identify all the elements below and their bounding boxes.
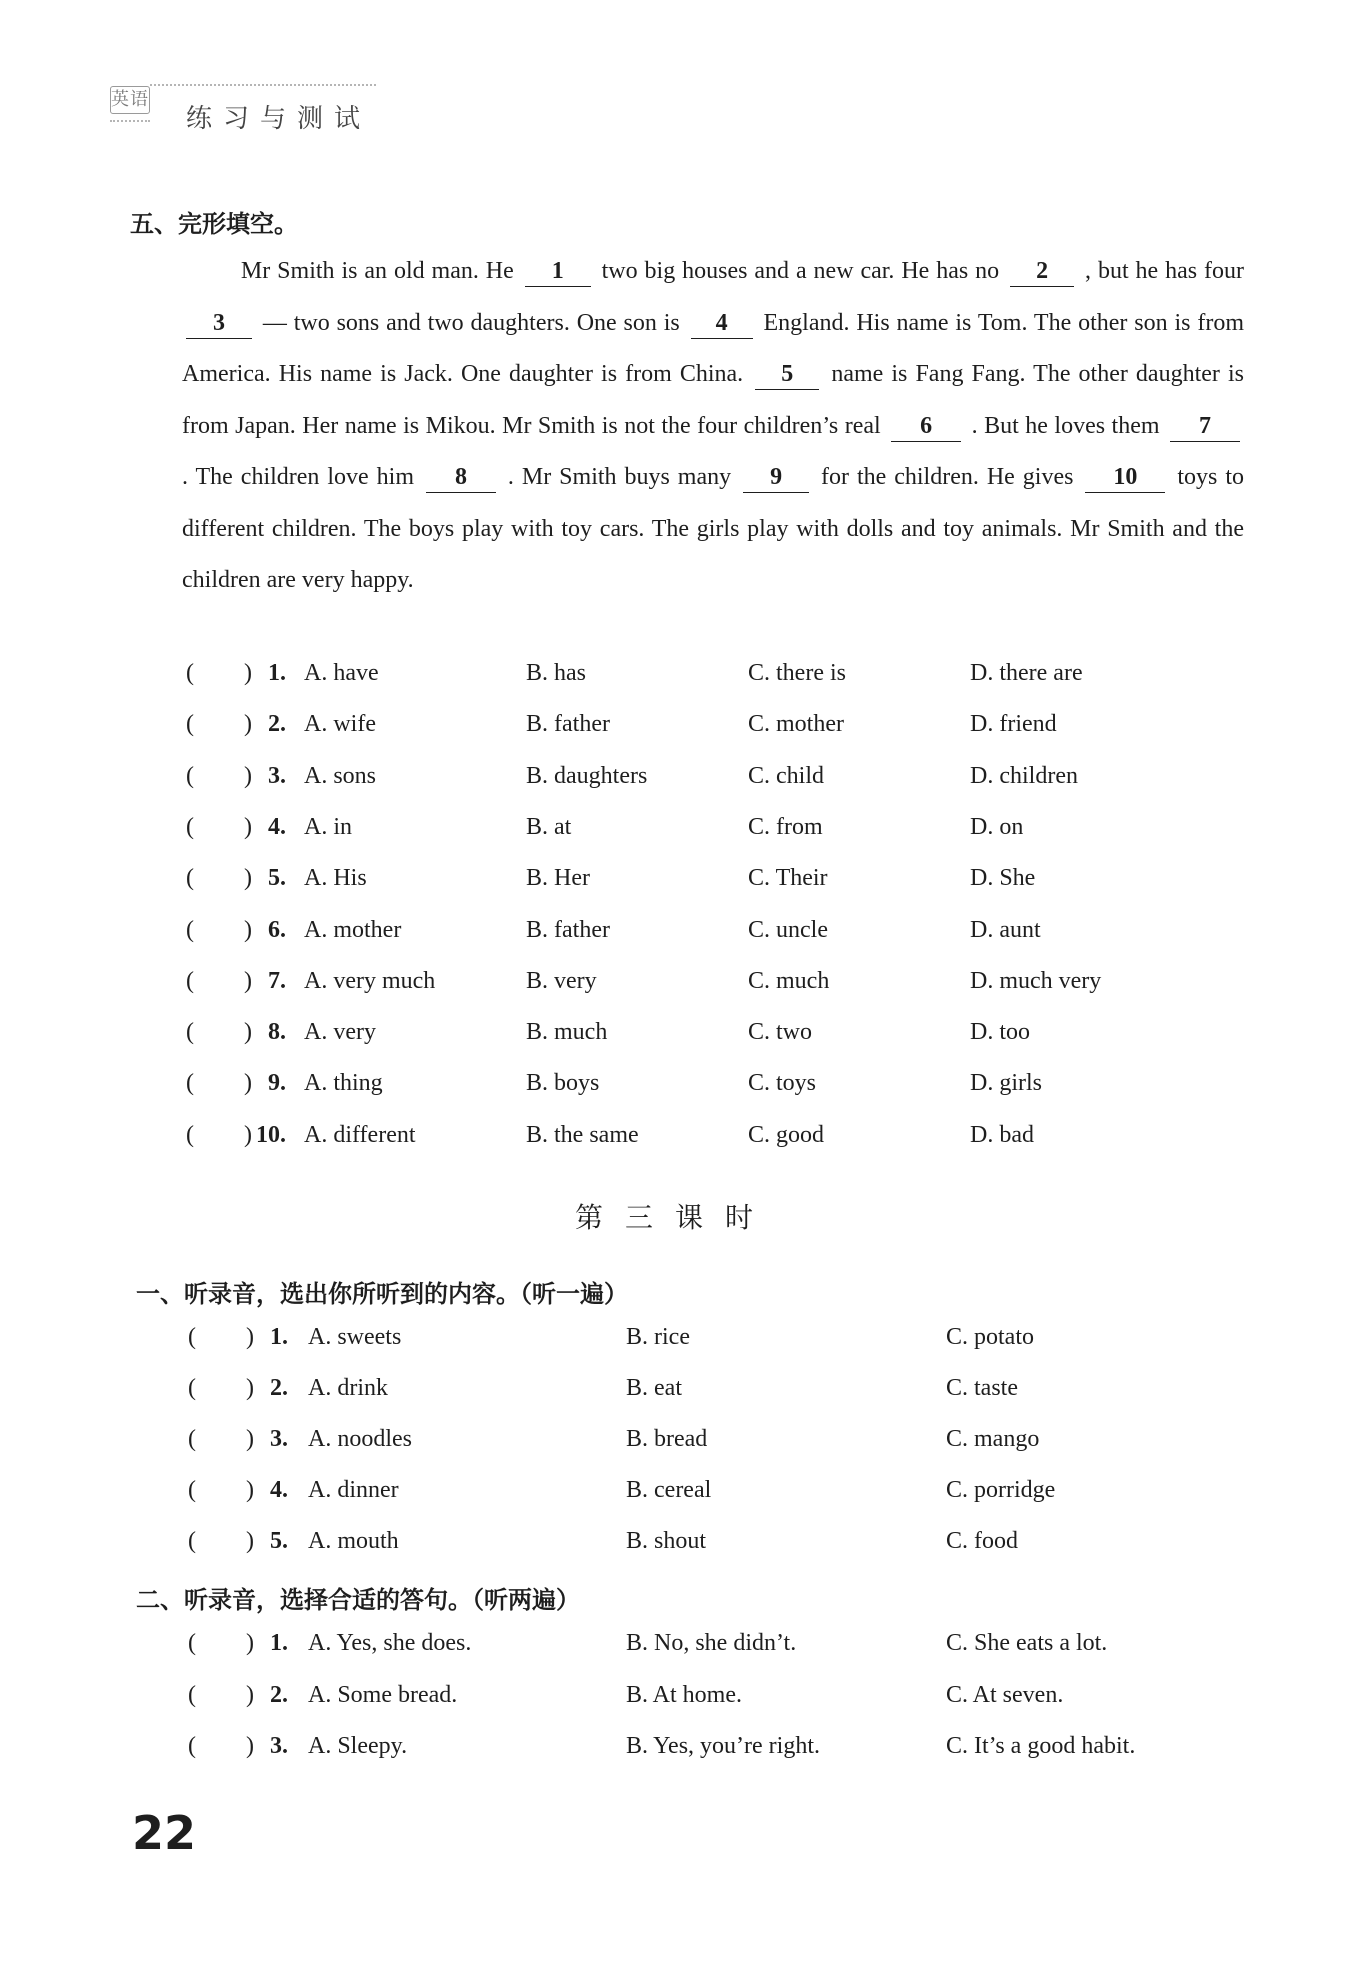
option-a[interactable]: A. have [304,660,379,686]
answer-paren-open[interactable]: ( [186,1070,194,1097]
option-c[interactable]: C. She eats a lot. [946,1630,1108,1656]
answer-blank-6[interactable]: 6 [891,413,961,442]
option-c[interactable]: C. At seven. [946,1681,1064,1708]
answer-paren-open[interactable]: ( [186,1121,194,1148]
answer-paren-close[interactable]: ) [244,967,252,994]
question-number: 2. [270,1681,288,1708]
question-number: 2. [268,711,286,738]
option-a[interactable]: A. very [304,1019,376,1046]
option-b[interactable]: B. Yes, you’re right. [626,1733,821,1759]
option-c[interactable]: C. uncle [748,916,828,943]
answer-paren-open[interactable]: ( [188,1681,196,1708]
question-row [0,917,1350,949]
answer-paren-open[interactable]: ( [188,1630,196,1656]
option-c[interactable]: C. much [748,967,830,994]
question-number: 1. [270,1324,288,1350]
question-row [0,1682,1350,1714]
answer-blank-9[interactable]: 9 [743,464,809,493]
option-a[interactable]: A. noodles [308,1426,412,1452]
option-a[interactable]: A. mother [304,916,402,943]
answer-paren-close[interactable]: ) [244,1070,252,1097]
answer-paren-close[interactable]: ) [244,1019,252,1046]
answer-paren-open[interactable]: ( [188,1528,196,1554]
option-d[interactable]: D. there are [970,660,1083,686]
option-b[interactable]: B. No, she didn’t. [626,1630,797,1656]
option-d[interactable]: D. too [970,1019,1030,1046]
passage-text: . The children love him [182,464,422,490]
option-c[interactable]: C. It’s a good habit. [946,1733,1136,1759]
answer-paren-open[interactable]: ( [186,711,194,738]
option-a[interactable]: A. Some bread. [308,1681,458,1708]
question-number: 5. [270,1528,288,1554]
question-row [0,1122,1350,1154]
option-c[interactable]: C. mango [946,1426,1040,1452]
passage-text: Mr Smith is an old man. He [234,258,521,284]
question-row [0,1375,1350,1407]
answer-paren-open[interactable]: ( [188,1324,196,1350]
question-row [0,1324,1350,1356]
answer-paren-open[interactable]: ( [188,1375,196,1401]
option-b[interactable]: B. has [526,660,586,686]
option-b[interactable]: B. much [526,1019,608,1046]
answer-paren-close[interactable]: ) [246,1324,254,1350]
question-row [0,660,1350,692]
question-row [0,1070,1350,1102]
option-c[interactable]: C. good [748,1121,825,1148]
option-b[interactable]: B. father [526,916,610,943]
option-b[interactable]: B. bread [626,1426,708,1452]
part2-heading: 二、听录音，选择合适的答句。（听两遍） [136,1586,580,1614]
option-a[interactable]: A. Sleepy. [308,1733,408,1759]
option-a[interactable]: A. His [304,865,367,892]
answer-blank-4[interactable]: 4 [691,310,753,339]
question-number: 1. [270,1630,288,1656]
cloze-passage [182,246,1244,607]
book-title: 练习与测试 [186,104,372,134]
option-c[interactable]: C. potato [946,1324,1034,1350]
passage-text: toys to different children. The boys play with toy cars. The girls play with dolls and toy animals. Mr Smith and the children are very happy. [182,464,1244,593]
question-row [0,968,1350,1000]
question-number: 3. [270,1733,288,1759]
option-c[interactable]: C. toys [748,1070,817,1097]
option-d[interactable]: D. bad [970,1121,1034,1148]
option-d[interactable]: D. aunt [970,916,1041,943]
answer-paren-close[interactable]: ) [246,1477,254,1503]
option-d[interactable]: D. children [970,762,1078,789]
question-number: 8. [268,1019,286,1046]
answer-paren-open[interactable]: ( [188,1733,196,1759]
option-a[interactable]: A. sweets [308,1324,402,1350]
answer-paren-open[interactable]: ( [186,813,194,840]
answer-paren-open[interactable]: ( [186,916,194,943]
answer-paren-close[interactable]: ) [246,1528,254,1554]
answer-paren-open[interactable]: ( [186,1019,194,1046]
question-number: 9. [268,1070,286,1097]
page-number: 22 [132,1806,197,1860]
option-c[interactable]: C. food [946,1528,1018,1554]
answer-paren-close[interactable]: ) [244,711,252,738]
option-b[interactable]: B. very [526,967,597,994]
answer-paren-close[interactable]: ) [244,1121,252,1148]
answer-paren-open[interactable]: ( [186,660,194,686]
option-c[interactable]: C. from [748,813,823,840]
answer-paren-close[interactable]: ) [244,813,252,840]
question-row [0,763,1350,795]
option-b[interactable]: B. rice [626,1324,690,1350]
passage-text: . Mr Smith buys many [499,464,740,490]
option-d[interactable]: D. on [970,813,1024,840]
option-a[interactable]: A. drink [308,1375,388,1401]
option-b[interactable]: B. at [526,813,572,840]
option-b[interactable]: B. daughters [526,762,648,789]
question-number: 3. [270,1426,288,1452]
header-dotted-rule-short [110,120,150,122]
option-a[interactable]: A. Yes, she does. [308,1630,472,1656]
section5-heading: 五、完形填空。 [130,210,298,238]
question-row [0,1630,1350,1662]
passage-text: name is Fang Fang. The other daughter is from Japan. Her name is Mikou. Mr Smith is not the four children’s real [182,361,1244,439]
passage-text: for the children. He gives [813,464,1082,490]
passage-text: two big houses and a new car. He has no [594,258,1007,284]
option-c[interactable]: C. porridge [946,1477,1056,1503]
option-d[interactable]: D. friend [970,711,1057,738]
option-b[interactable]: B. shout [626,1528,707,1554]
option-a[interactable]: A. thing [304,1070,383,1097]
answer-paren-open[interactable]: ( [186,762,194,789]
answer-paren-close[interactable]: ) [244,916,252,943]
option-b[interactable]: B. eat [626,1375,682,1401]
answer-blank-10[interactable]: 10 [1085,464,1165,493]
answer-paren-close[interactable]: ) [246,1681,254,1708]
question-row [0,711,1350,743]
answer-paren-close[interactable]: ) [246,1375,254,1401]
passage-text: — two sons and two daughters. One son is [256,309,687,336]
lesson-title: 第三课时 [574,1201,775,1234]
question-row [0,1733,1350,1765]
option-c[interactable]: C. Their [748,865,828,892]
answer-paren-close[interactable]: ) [244,660,252,686]
header-dotted-rule [150,84,376,86]
question-row [0,1019,1350,1051]
option-b[interactable]: B. Her [526,865,590,892]
question-number: 5. [268,865,286,892]
question-number: 7. [268,967,286,994]
question-number: 4. [268,813,286,840]
answer-paren-close[interactable]: ) [244,865,252,892]
answer-paren-open[interactable]: ( [188,1477,196,1503]
option-b[interactable]: B. father [526,711,610,738]
answer-blank-2[interactable]: 2 [1010,258,1074,287]
option-b[interactable]: B. At home. [626,1681,743,1708]
option-b[interactable]: B. boys [526,1070,600,1097]
question-number: 2. [270,1375,288,1401]
answer-paren-open[interactable]: ( [186,865,194,892]
question-number: 3. [268,762,286,789]
subject-tag: 英语 [110,86,150,114]
answer-blank-1[interactable]: 1 [525,258,591,287]
option-c[interactable]: C. child [748,762,824,789]
part1-heading: 一、听录音，选出你所听到的内容。（听一遍） [136,1280,628,1308]
answer-blank-3[interactable]: 3 [186,310,252,339]
question-number: 10. [256,1121,286,1148]
option-a[interactable]: A. different [304,1121,416,1148]
option-b[interactable]: B. cereal [626,1477,712,1503]
option-a[interactable]: A. dinner [308,1477,399,1503]
option-a[interactable]: A. mouth [308,1528,399,1554]
passage-text: , but he has four [1078,258,1244,284]
answer-blank-7[interactable]: 7 [1170,413,1240,442]
page-header [110,84,376,134]
answer-blank-5[interactable]: 5 [755,361,819,390]
option-c[interactable]: C. taste [946,1375,1018,1401]
option-d[interactable]: D. much very [970,967,1102,994]
passage-text: . But he loves them [965,412,1166,439]
option-a[interactable]: A. very much [304,967,436,994]
question-number: 6. [268,916,286,943]
option-c[interactable]: C. mother [748,711,844,738]
option-d[interactable]: D. girls [970,1070,1042,1097]
answer-blank-8[interactable]: 8 [426,464,496,493]
question-row [0,1477,1350,1509]
option-a[interactable]: A. sons [304,762,377,789]
question-row [0,865,1350,897]
option-d[interactable]: D. She [970,865,1036,892]
option-c[interactable]: C. two [748,1019,813,1046]
question-row [0,1528,1350,1560]
answer-paren-open[interactable]: ( [188,1426,196,1452]
answer-paren-close[interactable]: ) [246,1426,254,1452]
question-number: 4. [270,1477,288,1503]
answer-paren-close[interactable]: ) [246,1733,254,1759]
answer-paren-open[interactable]: ( [186,967,194,994]
answer-paren-close[interactable]: ) [246,1630,254,1656]
question-row [0,814,1350,846]
option-a[interactable]: A. wife [304,711,376,738]
passage-text: England. His name is Tom. The other son is from America. His name is Jack. One daughter is from China. [182,309,1244,387]
question-number: 1. [268,660,286,686]
option-c[interactable]: C. there is [748,660,846,686]
option-a[interactable]: A. in [304,813,352,840]
answer-paren-close[interactable]: ) [244,762,252,789]
question-row [0,1426,1350,1458]
option-b[interactable]: B. the same [526,1121,639,1148]
